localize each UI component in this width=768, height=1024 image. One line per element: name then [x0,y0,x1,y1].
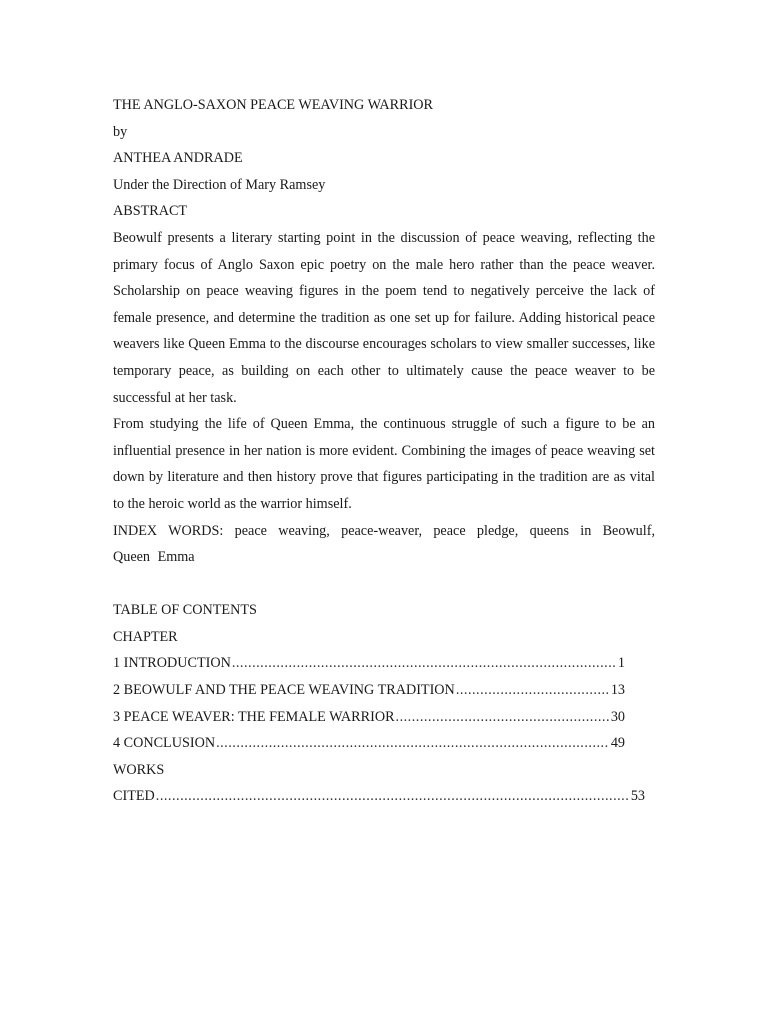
toc-entry-page: 13 [610,682,625,699]
toc-entry-page: 53 [630,788,645,805]
document-title: THE ANGLO-SAXON PEACE WEAVING WARRIOR [113,97,434,113]
toc-dot-leader [455,677,609,704]
toc-entry-page: 49 [610,735,625,752]
toc-entry-title: 3 PEACE WEAVER: THE FEMALE WARRIOR [113,708,395,725]
toc-entry-title: 4 CONCLUSION [113,735,216,752]
toc-chapter-label: CHAPTER [113,628,178,645]
toc-entry[interactable] [113,650,625,677]
abstract-paragraph-2: From studying the life of Queen Emma, the continuous struggle of such a figure to be an influential presence in her nation is more evident. Combining the images of peace weaving set down by literature and then history prove that figures participating in the tradition are as vital to the heroic world as the warrior himself. [113,416,655,512]
direction-line: Under the Direction of Mary Ramsey [113,176,326,193]
toc-entry-page: 1 [617,655,625,672]
toc-entry[interactable] [113,730,625,757]
toc-entry[interactable] [113,677,625,704]
toc-dot-leader [215,730,609,757]
abstract-paragraph-1: Beowulf presents a literary starting point in the discussion of peace weaving, reflecting the primary focus of Anglo Saxon epic poetry on the male hero rather than the peace weaver. Scholarship on peace weaving figures in the poem tend to negatively perceive the lack of female presence, and determine the tradition as one set up for failure. Adding historical peace weavers like Queen Emma to the discourse encourages scholars to view smaller successes, like temporary peace, as building on each other to ultimately cause the peace weaver to be successful at her task. [113,229,655,406]
toc-heading: TABLE OF CONTENTS [113,602,257,619]
toc-entry-works-cited[interactable] [113,783,645,810]
section-gap [113,571,655,598]
toc-entry-title: 2 BEOWULF AND THE PEACE WEAVING TRADITION [113,682,455,699]
document-page [113,92,655,810]
toc-dot-leader [395,704,609,731]
toc-entry-title: CITED [113,788,155,805]
index-words: INDEX WORDS: peace weaving, peace-weaver, peace pledge, queens in Beowulf, Queen Emma [113,522,655,566]
toc-dot-leader [231,650,616,677]
toc-entry-title: 1 INTRODUCTION [113,655,231,672]
toc-entry-page: 30 [610,708,625,725]
author-name: ANTHEA ANDRADE [113,150,243,167]
abstract-heading: ABSTRACT [113,203,188,220]
toc-entry[interactable] [113,704,625,731]
by-line: by [113,123,128,140]
toc-works-label: WORKS [113,761,165,778]
toc-dot-leader [155,783,629,810]
